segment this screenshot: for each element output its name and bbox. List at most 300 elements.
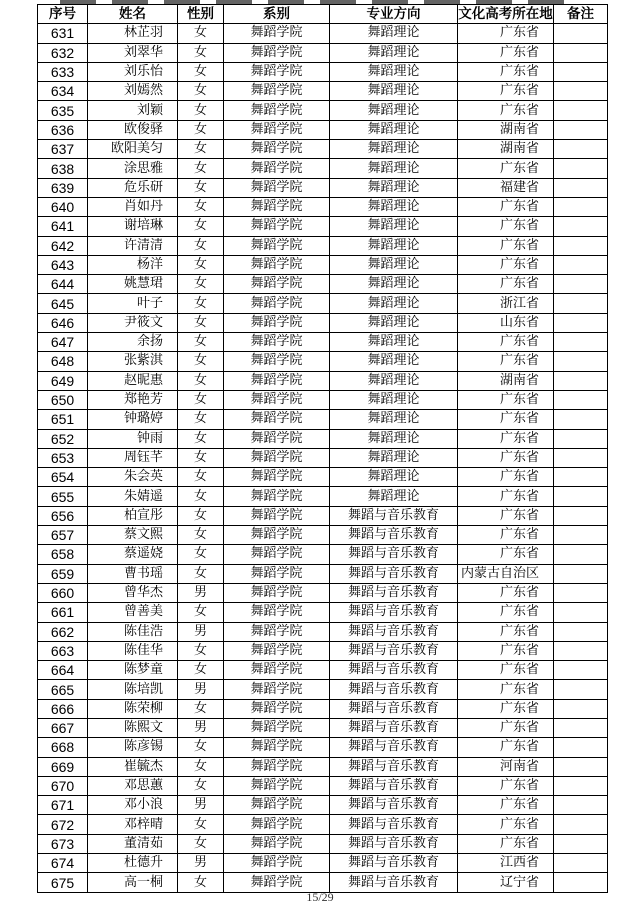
cell-province: 广东省 <box>458 43 554 62</box>
cell-name: 朱会英 <box>88 468 178 487</box>
cell-dept: 舞蹈学院 <box>224 680 330 699</box>
cell-gender: 女 <box>178 757 224 776</box>
cell-province: 广东省 <box>458 738 554 757</box>
cell-dept: 舞蹈学院 <box>224 140 330 159</box>
cell-gender: 女 <box>178 564 224 583</box>
cell-major: 舞蹈理论 <box>330 255 458 274</box>
cell-num: 651 <box>38 410 88 429</box>
cell-note <box>554 641 608 660</box>
cell-name: 郑艳芳 <box>88 390 178 409</box>
cell-major: 舞蹈理论 <box>330 275 458 294</box>
cell-note <box>554 834 608 853</box>
cell-gender: 男 <box>178 854 224 873</box>
cell-province: 广东省 <box>458 255 554 274</box>
cell-num: 642 <box>38 236 88 255</box>
cell-dept: 舞蹈学院 <box>224 526 330 545</box>
cell-note <box>554 294 608 313</box>
cell-dept: 舞蹈学院 <box>224 429 330 448</box>
cell-major: 舞蹈理论 <box>330 197 458 216</box>
cell-name: 邓小浪 <box>88 796 178 815</box>
cell-num: 637 <box>38 140 88 159</box>
cell-dept: 舞蹈学院 <box>224 410 330 429</box>
cell-name: 尹筱文 <box>88 313 178 332</box>
table-row <box>38 526 608 545</box>
cell-num: 635 <box>38 101 88 120</box>
cell-province: 广东省 <box>458 217 554 236</box>
cell-note <box>554 275 608 294</box>
cell-num: 657 <box>38 526 88 545</box>
cell-note <box>554 564 608 583</box>
cell-name: 许清清 <box>88 236 178 255</box>
cell-num: 650 <box>38 390 88 409</box>
cell-num: 672 <box>38 815 88 834</box>
cell-dept: 舞蹈学院 <box>224 62 330 81</box>
cell-note <box>554 352 608 371</box>
cell-province: 广东省 <box>458 24 554 43</box>
cell-gender: 女 <box>178 197 224 216</box>
table-row <box>38 140 608 159</box>
table-row <box>38 448 608 467</box>
cell-province: 广东省 <box>458 101 554 120</box>
cell-note <box>554 815 608 834</box>
cell-dept: 舞蹈学院 <box>224 506 330 525</box>
cell-major: 舞蹈理论 <box>330 43 458 62</box>
cell-num: 656 <box>38 506 88 525</box>
student-roster-table <box>37 4 608 893</box>
cell-note <box>554 757 608 776</box>
cell-note <box>554 796 608 815</box>
cell-dept: 舞蹈学院 <box>224 159 330 178</box>
header-note: 备注 <box>554 5 608 24</box>
cell-note <box>554 120 608 139</box>
cell-num: 634 <box>38 82 88 101</box>
cell-gender: 女 <box>178 159 224 178</box>
cell-major: 舞蹈与音乐教育 <box>330 834 458 853</box>
cell-dept: 舞蹈学院 <box>224 699 330 718</box>
cell-num: 655 <box>38 487 88 506</box>
cell-name: 钟璐婷 <box>88 410 178 429</box>
table-row <box>38 371 608 390</box>
cell-dept: 舞蹈学院 <box>224 24 330 43</box>
table-row <box>38 699 608 718</box>
cell-num: 639 <box>38 178 88 197</box>
cell-note <box>554 371 608 390</box>
header-province: 文化高考所在地 <box>458 6 553 23</box>
cell-name: 周钰芊 <box>88 448 178 467</box>
cell-province: 广东省 <box>458 661 554 680</box>
cell-note <box>554 603 608 622</box>
cell-note <box>554 390 608 409</box>
table-row <box>38 62 608 81</box>
cell-province: 广东省 <box>458 583 554 602</box>
cell-name: 刘乐怡 <box>88 62 178 81</box>
cell-name: 陈佳浩 <box>88 622 178 641</box>
cell-dept: 舞蹈学院 <box>224 738 330 757</box>
cell-note <box>554 140 608 159</box>
table-row <box>38 159 608 178</box>
cell-province: 广东省 <box>458 468 554 487</box>
cell-major: 舞蹈与音乐教育 <box>330 699 458 718</box>
cell-major: 舞蹈与音乐教育 <box>330 545 458 564</box>
header-gender: 性别 <box>178 5 224 24</box>
cell-note <box>554 583 608 602</box>
cell-num: 643 <box>38 255 88 274</box>
cell-num: 666 <box>38 699 88 718</box>
table-row <box>38 583 608 602</box>
cell-num: 669 <box>38 757 88 776</box>
cell-num: 668 <box>38 738 88 757</box>
cell-dept: 舞蹈学院 <box>224 390 330 409</box>
cell-province: 广东省 <box>458 62 554 81</box>
cell-province: 广东省 <box>458 197 554 216</box>
cell-name: 曾善美 <box>88 603 178 622</box>
cell-dept: 舞蹈学院 <box>224 487 330 506</box>
cell-name: 崔毓杰 <box>88 757 178 776</box>
cell-dept: 舞蹈学院 <box>224 275 330 294</box>
cell-major: 舞蹈理论 <box>330 24 458 43</box>
cell-major: 舞蹈理论 <box>330 120 458 139</box>
cell-major: 舞蹈与音乐教育 <box>330 622 458 641</box>
cell-note <box>554 178 608 197</box>
cell-name: 刘翠华 <box>88 43 178 62</box>
cell-gender: 女 <box>178 468 224 487</box>
cell-num: 633 <box>38 62 88 81</box>
cell-dept: 舞蹈学院 <box>224 236 330 255</box>
cell-province: 湖南省 <box>458 120 554 139</box>
cell-name: 蔡文熙 <box>88 526 178 545</box>
cell-gender: 女 <box>178 178 224 197</box>
cell-major: 舞蹈理论 <box>330 62 458 81</box>
cell-num: 648 <box>38 352 88 371</box>
cell-major: 舞蹈理论 <box>330 159 458 178</box>
cell-num: 654 <box>38 468 88 487</box>
cell-major: 舞蹈理论 <box>330 82 458 101</box>
cell-name: 曾华杰 <box>88 583 178 602</box>
cell-name: 姚慧珺 <box>88 275 178 294</box>
cell-province: 湖南省 <box>458 371 554 390</box>
cell-name: 陈佳华 <box>88 641 178 660</box>
cell-num: 659 <box>38 564 88 583</box>
header-dept: 系别 <box>224 5 330 24</box>
cell-num: 670 <box>38 776 88 795</box>
cell-note <box>554 313 608 332</box>
table-row <box>38 641 608 660</box>
cell-name: 董清茹 <box>88 834 178 853</box>
cell-name: 曹书瑶 <box>88 564 178 583</box>
cell-major: 舞蹈理论 <box>330 294 458 313</box>
cell-num: 660 <box>38 583 88 602</box>
cell-name: 张紫淇 <box>88 352 178 371</box>
cell-major: 舞蹈理论 <box>330 487 458 506</box>
cell-major: 舞蹈理论 <box>330 410 458 429</box>
cell-note <box>554 429 608 448</box>
cell-name: 刘颖 <box>88 101 178 120</box>
table-row <box>38 313 608 332</box>
cell-province: 广东省 <box>458 796 554 815</box>
cell-name: 欧阳美匀 <box>88 140 178 159</box>
cell-num: 644 <box>38 275 88 294</box>
table-row <box>38 487 608 506</box>
cell-name: 赵昵惠 <box>88 371 178 390</box>
cell-num: 665 <box>38 680 88 699</box>
cell-num: 663 <box>38 641 88 660</box>
cell-dept: 舞蹈学院 <box>224 564 330 583</box>
cell-name: 林芷羽 <box>88 24 178 43</box>
cell-note <box>554 738 608 757</box>
cell-name: 杨洋 <box>88 255 178 274</box>
cell-province: 浙江省 <box>458 294 554 313</box>
cell-dept: 舞蹈学院 <box>224 371 330 390</box>
cell-name: 邓思蕙 <box>88 776 178 795</box>
cell-note <box>554 410 608 429</box>
cell-name: 危乐研 <box>88 178 178 197</box>
cell-note <box>554 159 608 178</box>
cell-note <box>554 854 608 873</box>
cell-province: 广东省 <box>458 815 554 834</box>
table-row <box>38 429 608 448</box>
cell-province: 广东省 <box>458 390 554 409</box>
cell-province: 广东省 <box>458 603 554 622</box>
cell-gender: 女 <box>178 255 224 274</box>
cell-major: 舞蹈与音乐教育 <box>330 603 458 622</box>
cell-dept: 舞蹈学院 <box>224 120 330 139</box>
cell-dept: 舞蹈学院 <box>224 854 330 873</box>
cell-note <box>554 24 608 43</box>
cell-num: 661 <box>38 603 88 622</box>
cell-major: 舞蹈理论 <box>330 236 458 255</box>
table-row <box>38 815 608 834</box>
cell-gender: 女 <box>178 834 224 853</box>
cell-major: 舞蹈与音乐教育 <box>330 680 458 699</box>
cell-note <box>554 43 608 62</box>
cell-gender: 女 <box>178 217 224 236</box>
cell-name: 蔡遥娆 <box>88 545 178 564</box>
cell-province: 山东省 <box>458 313 554 332</box>
table-row <box>38 468 608 487</box>
cell-major: 舞蹈理论 <box>330 352 458 371</box>
cell-dept: 舞蹈学院 <box>224 352 330 371</box>
cell-note <box>554 236 608 255</box>
cell-dept: 舞蹈学院 <box>224 757 330 776</box>
header-name: 姓名 <box>88 5 178 24</box>
cell-name: 欧俊驿 <box>88 120 178 139</box>
cell-major: 舞蹈与音乐教育 <box>330 796 458 815</box>
cell-note <box>554 699 608 718</box>
cell-major: 舞蹈理论 <box>330 468 458 487</box>
cell-gender: 男 <box>178 796 224 815</box>
cell-name: 邓梓晴 <box>88 815 178 834</box>
table-row <box>38 757 608 776</box>
cell-province: 广东省 <box>458 448 554 467</box>
cell-major: 舞蹈理论 <box>330 333 458 352</box>
cell-dept: 舞蹈学院 <box>224 294 330 313</box>
cell-major: 舞蹈理论 <box>330 178 458 197</box>
cell-province: 广东省 <box>458 333 554 352</box>
cell-province: 广东省 <box>458 159 554 178</box>
cell-note <box>554 333 608 352</box>
cell-name: 谢培琳 <box>88 217 178 236</box>
table-row <box>38 197 608 216</box>
cell-province: 广东省 <box>458 275 554 294</box>
cell-gender: 女 <box>178 43 224 62</box>
cell-num: 667 <box>38 718 88 737</box>
cell-num: 649 <box>38 371 88 390</box>
cell-gender: 女 <box>178 82 224 101</box>
cell-gender: 女 <box>178 236 224 255</box>
cell-name: 杜德升 <box>88 854 178 873</box>
cell-gender: 男 <box>178 622 224 641</box>
cell-note <box>554 545 608 564</box>
cell-num: 640 <box>38 197 88 216</box>
cell-name: 叶子 <box>88 294 178 313</box>
cell-dept: 舞蹈学院 <box>224 178 330 197</box>
table-row <box>38 738 608 757</box>
cell-province: 广东省 <box>458 545 554 564</box>
cell-province: 广东省 <box>458 680 554 699</box>
table-row <box>38 352 608 371</box>
cell-gender: 女 <box>178 275 224 294</box>
cell-gender: 女 <box>178 448 224 467</box>
cell-dept: 舞蹈学院 <box>224 43 330 62</box>
cell-dept: 舞蹈学院 <box>224 333 330 352</box>
cell-major: 舞蹈与音乐教育 <box>330 661 458 680</box>
cell-province: 广东省 <box>458 236 554 255</box>
cell-major: 舞蹈与音乐教育 <box>330 506 458 525</box>
cell-num: 653 <box>38 448 88 467</box>
cell-gender: 女 <box>178 62 224 81</box>
cell-note <box>554 101 608 120</box>
cell-dept: 舞蹈学院 <box>224 255 330 274</box>
cell-dept: 舞蹈学院 <box>224 776 330 795</box>
cell-gender: 女 <box>178 699 224 718</box>
cell-major: 舞蹈与音乐教育 <box>330 526 458 545</box>
cell-note <box>554 82 608 101</box>
table-row <box>38 410 608 429</box>
cell-gender: 女 <box>178 815 224 834</box>
cell-gender: 女 <box>178 101 224 120</box>
cell-num: 646 <box>38 313 88 332</box>
cell-dept: 舞蹈学院 <box>224 468 330 487</box>
cell-note <box>554 661 608 680</box>
cell-note <box>554 526 608 545</box>
cell-province: 江西省 <box>458 854 554 873</box>
cell-name: 朱婧遥 <box>88 487 178 506</box>
cell-major: 舞蹈与音乐教育 <box>330 641 458 660</box>
cell-province: 广东省 <box>458 526 554 545</box>
cell-num: 638 <box>38 159 88 178</box>
cell-note <box>554 718 608 737</box>
cell-major: 舞蹈与音乐教育 <box>330 815 458 834</box>
cell-major: 舞蹈理论 <box>330 429 458 448</box>
cell-province: 广东省 <box>458 776 554 795</box>
cell-dept: 舞蹈学院 <box>224 448 330 467</box>
cell-gender: 女 <box>178 661 224 680</box>
cell-num: 673 <box>38 834 88 853</box>
table-row <box>38 217 608 236</box>
cell-dept: 舞蹈学院 <box>224 583 330 602</box>
cell-major: 舞蹈理论 <box>330 101 458 120</box>
cell-name: 陈彦锡 <box>88 738 178 757</box>
cell-note <box>554 448 608 467</box>
table-row <box>38 776 608 795</box>
cell-dept: 舞蹈学院 <box>224 718 330 737</box>
cell-gender: 女 <box>178 776 224 795</box>
cell-dept: 舞蹈学院 <box>224 545 330 564</box>
cell-note <box>554 197 608 216</box>
cell-gender: 女 <box>178 506 224 525</box>
cell-num: 664 <box>38 661 88 680</box>
cell-gender: 男 <box>178 583 224 602</box>
cell-dept: 舞蹈学院 <box>224 313 330 332</box>
cell-gender: 女 <box>178 603 224 622</box>
cell-gender: 女 <box>178 120 224 139</box>
cell-gender: 女 <box>178 873 224 892</box>
cell-note <box>554 62 608 81</box>
table-row <box>38 236 608 255</box>
cell-province: 广东省 <box>458 82 554 101</box>
cell-dept: 舞蹈学院 <box>224 815 330 834</box>
cell-name: 陈荣柳 <box>88 699 178 718</box>
table-row <box>38 390 608 409</box>
cell-province: 广东省 <box>458 699 554 718</box>
table-row <box>38 680 608 699</box>
table-row <box>38 43 608 62</box>
cell-dept: 舞蹈学院 <box>224 641 330 660</box>
cell-province: 河南省 <box>458 757 554 776</box>
cell-num: 671 <box>38 796 88 815</box>
cell-note <box>554 506 608 525</box>
cell-gender: 女 <box>178 526 224 545</box>
cell-num: 652 <box>38 429 88 448</box>
cell-gender: 女 <box>178 390 224 409</box>
cell-name: 陈梦童 <box>88 661 178 680</box>
cell-name: 柏宣彤 <box>88 506 178 525</box>
table-row <box>38 564 608 583</box>
cell-note <box>554 487 608 506</box>
cell-num: 662 <box>38 622 88 641</box>
cell-major: 舞蹈理论 <box>330 140 458 159</box>
cell-major: 舞蹈理论 <box>330 313 458 332</box>
cell-num: 645 <box>38 294 88 313</box>
cell-note <box>554 776 608 795</box>
table-row <box>38 603 608 622</box>
table-body <box>38 24 608 892</box>
cell-gender: 女 <box>178 352 224 371</box>
cell-major: 舞蹈理论 <box>330 448 458 467</box>
cell-province: 广东省 <box>458 429 554 448</box>
cell-note <box>554 255 608 274</box>
cell-province: 广东省 <box>458 487 554 506</box>
cell-dept: 舞蹈学院 <box>224 82 330 101</box>
cell-note <box>554 468 608 487</box>
cell-dept: 舞蹈学院 <box>224 796 330 815</box>
cell-num: 641 <box>38 217 88 236</box>
table-row <box>38 120 608 139</box>
cell-major: 舞蹈与音乐教育 <box>330 873 458 892</box>
cell-major: 舞蹈与音乐教育 <box>330 757 458 776</box>
cell-province: 广东省 <box>458 641 554 660</box>
cell-province: 内蒙古自治区 <box>458 564 554 583</box>
page-number: 15/29 <box>306 890 334 904</box>
cell-gender: 男 <box>178 718 224 737</box>
cell-dept: 舞蹈学院 <box>224 873 330 892</box>
cell-major: 舞蹈与音乐教育 <box>330 776 458 795</box>
cell-gender: 女 <box>178 294 224 313</box>
cell-num: 631 <box>38 24 88 43</box>
cell-dept: 舞蹈学院 <box>224 661 330 680</box>
cell-gender: 女 <box>178 371 224 390</box>
cell-province: 辽宁省 <box>458 873 554 892</box>
